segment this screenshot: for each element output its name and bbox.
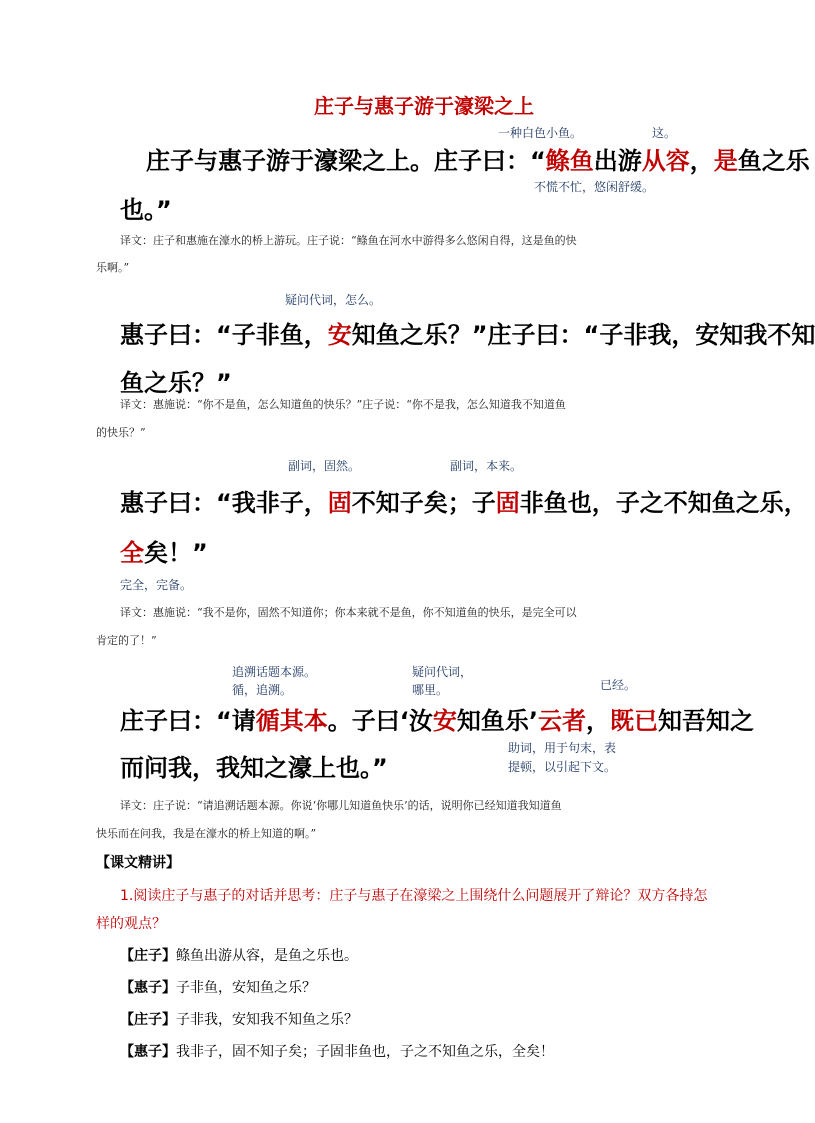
- annotation-qiben-line2: 循，追溯。: [232, 683, 293, 697]
- text-segment: 不知子矣；子: [351, 489, 496, 517]
- section-heading: 【课文精讲】: [96, 855, 180, 871]
- speaker-label: 【庄子】: [120, 1012, 176, 1028]
- annotation-qiben-line1: 追溯话题本源。: [232, 665, 317, 679]
- annotation-quan: 完全，完备。: [120, 578, 193, 592]
- highlight-gu1: 固: [327, 489, 352, 517]
- text-segment: ，: [586, 707, 611, 735]
- annotation-gu2: 副词，本来。: [450, 459, 523, 473]
- annotation-gu1: 副词，固然。: [288, 459, 361, 473]
- translation1-line1: 译文：庄子和惠施在濠水的桥上游玩。庄子说：“鲦鱼在河水中游得多么悠闲自得，这是鱼的快: [120, 234, 577, 247]
- translation4-line1: 译文：庄子说：“请追溯话题本源。你说‘你哪儿知道鱼快乐’的话，说明你已经知道我知道鱼: [120, 799, 562, 812]
- question-line1: 1.阅读庄子与惠子的对话并思考：庄子与惠子在濠梁之上围绕什么问题展开了辩论？双方各持怎: [120, 888, 708, 904]
- translation1-line2: 乐啊。”: [96, 261, 130, 274]
- passage3-line1: [120, 483, 808, 518]
- text-segment: 知鱼之乐？”庄子曰：“子非我，安知我不知: [351, 321, 815, 349]
- dialogue-line: [120, 1009, 358, 1029]
- dialogue-line: [120, 977, 316, 997]
- passage2-line2: 鱼之乐？”: [120, 369, 232, 397]
- annotation-shi: 这。: [652, 126, 677, 140]
- translation2-line1: 译文：惠施说：“你不是鱼，怎么知道鱼的快乐？”庄子说：“你不是我，怎么知道我不知道鱼: [120, 398, 566, 411]
- highlight-tiaoyu: 鲦鱼: [545, 147, 594, 175]
- annotation-jiyi: 已经。: [600, 678, 637, 692]
- annotation-an2-line2: 哪里。: [412, 683, 449, 697]
- highlight-shi: 是: [713, 147, 738, 175]
- text-segment: 知吾知之: [658, 707, 755, 735]
- dialogue-text: 鲦鱼出游从容，是鱼之乐也。: [176, 948, 358, 964]
- highlight-yunzhe: 云者: [538, 707, 587, 735]
- passage3-line2: [120, 533, 208, 568]
- highlight-gu2: 固: [495, 489, 520, 517]
- passage4-line2: 而问我，我知之濠上也。”: [120, 754, 388, 782]
- text-segment: ，: [689, 147, 714, 175]
- text-segment: 矣！”: [144, 539, 208, 567]
- highlight-xunqiben: 循其本: [255, 707, 328, 735]
- text-segment: 庄子曰：“请: [120, 707, 256, 735]
- annotation-yunzhe-line2: 提顿，以引起下文。: [508, 760, 617, 774]
- text-segment: 非鱼也，子之不知鱼之乐，: [519, 489, 808, 517]
- annotation-congrong: 不慌不忙，悠闲舒缓。: [534, 180, 655, 194]
- text-segment: 惠子曰：“子非鱼，: [120, 321, 328, 349]
- passage4-line1: [120, 701, 754, 736]
- annotation-yunzhe-line1: 助词，用于句末，表: [508, 741, 617, 755]
- highlight-an2: 安: [432, 707, 457, 735]
- translation3-line2: 肯定的了！”: [96, 634, 157, 647]
- passage1-line2: 也。”: [120, 196, 172, 224]
- page-title: 庄子与惠子游于濠梁之上: [314, 94, 534, 118]
- speaker-label: 【惠子】: [120, 980, 176, 996]
- annotation-tiao: 一种白色小鱼。: [498, 126, 583, 140]
- text-segment: 。子曰‘汝: [327, 707, 433, 735]
- dialogue-line: [120, 1041, 554, 1061]
- dialogue-text: 子非我，安知我不知鱼之乐？: [176, 1012, 358, 1028]
- question-line2: 样的观点？: [96, 916, 166, 932]
- highlight-congrong: 从容: [641, 147, 690, 175]
- translation2-line2: 的快乐？”: [96, 426, 146, 439]
- dialogue-line: [120, 945, 358, 965]
- translation4-line2: 快乐而在问我，我是在濠水的桥上知道的啊。”: [96, 827, 317, 840]
- highlight-quan: 全: [120, 539, 144, 567]
- text-segment: 庄子与惠子游于濠梁之上。庄子曰：“: [146, 147, 546, 175]
- highlight-jiyi: 既已: [610, 707, 659, 735]
- highlight-an: 安: [327, 321, 352, 349]
- passage2-line1: [120, 315, 815, 350]
- annotation-an: 疑问代词，怎么。: [285, 293, 382, 307]
- speaker-label: 【庄子】: [120, 948, 176, 964]
- text-segment: 知鱼乐’: [456, 707, 539, 735]
- text-segment: 鱼之乐: [737, 147, 810, 175]
- translation3-line1: 译文：惠施说：“我不是你，固然不知道你；你本来就不是鱼，你不知道鱼的快乐，是完全可以: [120, 606, 577, 619]
- text-segment: 出游: [593, 147, 642, 175]
- passage1-line1: [146, 141, 810, 176]
- annotation-an2-line1: 疑问代词，: [412, 665, 473, 679]
- text-segment: 惠子曰：“我非子，: [120, 489, 328, 517]
- dialogue-text: 我非子，固不知子矣；子固非鱼也，子之不知鱼之乐，全矣！: [176, 1044, 554, 1060]
- dialogue-text: 子非鱼，安知鱼之乐？: [176, 980, 316, 996]
- speaker-label: 【惠子】: [120, 1044, 176, 1060]
